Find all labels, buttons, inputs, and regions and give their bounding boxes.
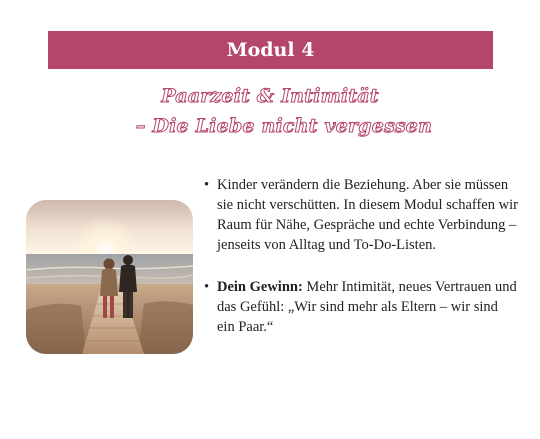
bullet-benefit	[204, 277, 519, 337]
couple-beach-photo	[26, 200, 193, 354]
bullet-benefit-text: Mehr Intimität, neues Vertrauen und das Gefühl: „Wir sind mehr als Eltern – wir sind ein Paar.“	[217, 279, 517, 335]
module-banner	[48, 31, 493, 69]
bullet-description-text: Kinder verändern die Beziehung. Aber sie müssen sie nicht verschütten. In diesem Modul schaffen wir Raum für Nähe, Gespräche und echte Verbindung – jenseits von Alltag und To-Do-Listen.	[217, 177, 518, 253]
module-bullet-list	[204, 175, 519, 337]
module-title: Modul 4	[226, 39, 315, 61]
bullet-benefit-label: Dein Gewinn:	[217, 279, 303, 295]
bullet-description	[204, 175, 519, 255]
module-subtitle-line1: Paarzeit & Intimität	[161, 85, 379, 107]
bullet-dot-icon: •	[204, 279, 210, 295]
module-subtitle-line2: – Die Liebe nicht vergessen	[135, 115, 433, 137]
bullet-dot-icon: •	[204, 177, 210, 193]
